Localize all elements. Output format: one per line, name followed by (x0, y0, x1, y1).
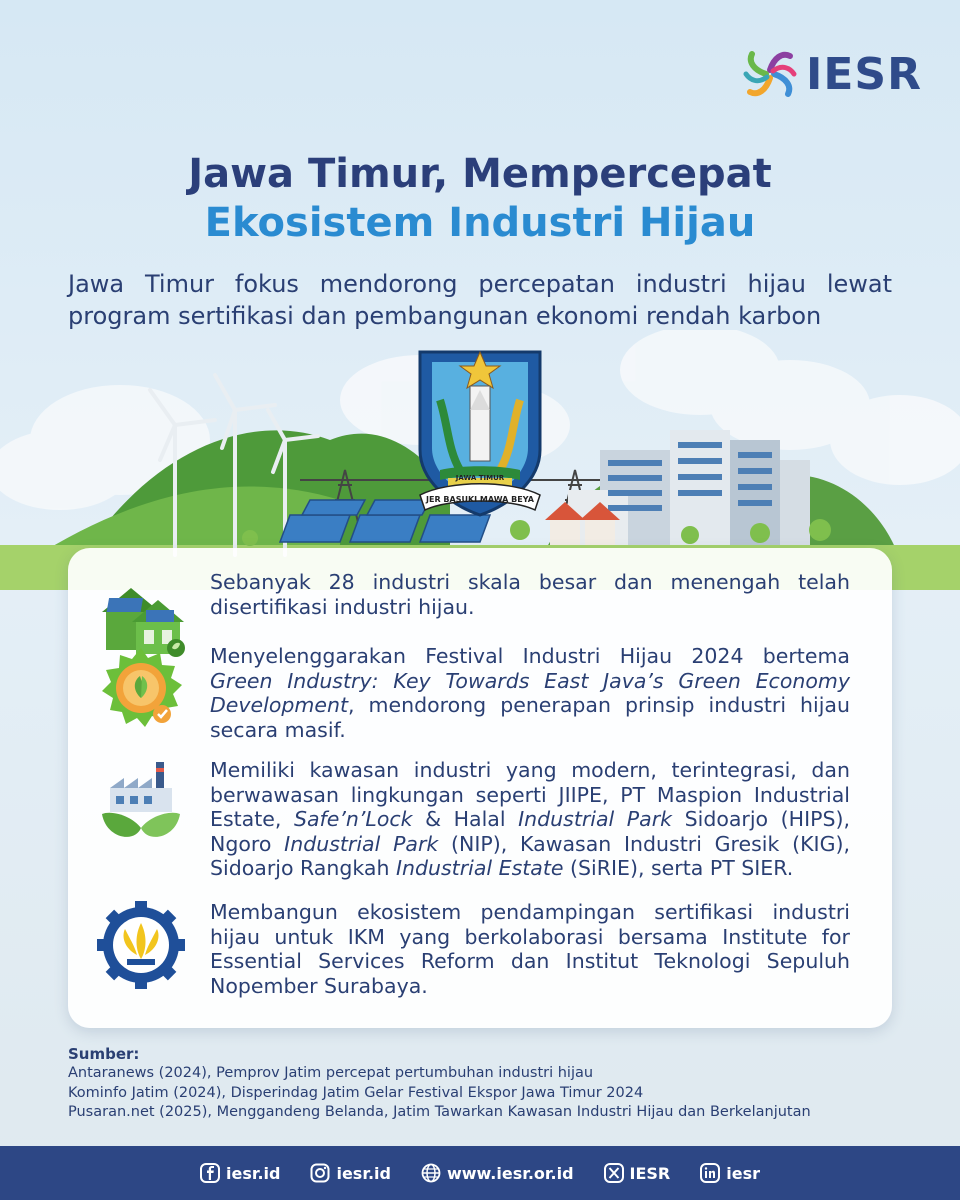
footer-link-x[interactable] (604, 1163, 671, 1183)
linkedin-icon (700, 1163, 720, 1183)
sources-heading: Sumber: (68, 1045, 140, 1063)
italic-phrase: Industrial Park (518, 807, 673, 831)
text-segment: & Halal (412, 807, 519, 831)
green-certificate-badge-icon (96, 644, 186, 734)
text-segment: , mendorong penerapan prinsip industri hijau secara masif. (210, 693, 850, 742)
source-line: Pusaran.net (2025), Menggandeng Belanda, Jatim Tawarkan Kawasan Industri Hijau dan Berkelanjutan (68, 1104, 811, 1120)
text-segment: (NIP), Kawasan Industri Gresik (KIG), Sidoarjo Rangkah (210, 831, 850, 880)
footer-link-label: IESR (629, 1163, 671, 1183)
sources-section (68, 1045, 928, 1123)
item-text-2 (210, 644, 850, 742)
footer-link-website[interactable] (421, 1163, 574, 1183)
globe-icon (421, 1163, 441, 1183)
iesr-logo-mark-icon (740, 44, 800, 104)
footer-link-label: iesr (726, 1163, 760, 1183)
italic-phrase: Industrial Park (284, 831, 439, 856)
italic-phrase: Industrial Estate (395, 856, 564, 880)
footer-link-instagram[interactable] (310, 1163, 390, 1183)
footer-social-bar (0, 1146, 960, 1200)
emblem-banner-top: JAWA TIMUR (455, 474, 505, 482)
title-line-1: Jawa Timur, Mempercepat (188, 151, 772, 197)
item-text-3 (210, 758, 850, 881)
page-subtitle: Jawa Timur fokus mendorong percepatan industri hijau lewat program sertifikasi dan pembangunan ekonomi rendah karbon (68, 270, 892, 330)
footer-link-label: www.iesr.or.id (446, 1163, 574, 1183)
list-item (96, 758, 866, 881)
source-line: Kominfo Jatim (2024), Disperindag Jatim Gelar Festival Ekspor Jawa Timur 2024 (68, 1084, 644, 1101)
item-text-4 (210, 900, 850, 998)
text-segment: Menyelenggarakan Festival Industri Hijau 2024 bertema (210, 644, 850, 668)
eco-factory-icon (96, 758, 186, 848)
page-title (0, 150, 960, 248)
its-gear-emblem-icon (96, 900, 186, 990)
instagram-icon (310, 1163, 330, 1183)
emblem-banner-bottom: JER BASUKI MAWA BEYA (426, 495, 534, 504)
info-card (68, 548, 892, 1028)
iesr-logo (740, 44, 922, 104)
footer-link-label: iesr.id (336, 1163, 391, 1183)
text-segment: Sidoarjo (HIPS), Ngoro (210, 807, 851, 856)
title-line-2: Ekosistem Industri Hijau (204, 200, 756, 246)
list-item (96, 644, 866, 742)
text-segment: Sebanyak 28 industri skala besar dan menengah telah disertifikasi industri hijau. (210, 570, 850, 619)
text-segment: Membangun ekosistem pendampingan sertifikasi industri hijau untuk IKM yang berkolaborasi bersama Institute for Essential Services Reform dan Institut Teknologi Sepuluh Nopember Surabaya. (210, 900, 850, 998)
list-item (96, 900, 866, 998)
footer-link-label: iesr.id (225, 1163, 281, 1183)
italic-phrase: Green Industry: Key Towards East Java’s Green Economy Development (210, 668, 850, 717)
footer-link-facebook[interactable] (200, 1163, 280, 1183)
italic-phrase: Safe’n’Lock (293, 807, 413, 831)
x-icon (604, 1163, 624, 1183)
iesr-logo-text: IESR (806, 48, 922, 100)
facebook-icon (200, 1163, 220, 1183)
text-segment: (SiRIE), serta PT SIER. (563, 856, 794, 880)
east-java-emblem-icon (420, 352, 540, 515)
footer-link-linkedin[interactable] (700, 1163, 760, 1183)
text-segment: Memiliki kawasan industri yang modern, terintegrasi, dan berwawasan lingkungan seperti JIIPE, PT Maspion Industrial Estate, (210, 758, 850, 831)
source-line: Antaranews (2024), Pemprov Jatim percepat pertumbuhan industri hijau (68, 1065, 594, 1081)
